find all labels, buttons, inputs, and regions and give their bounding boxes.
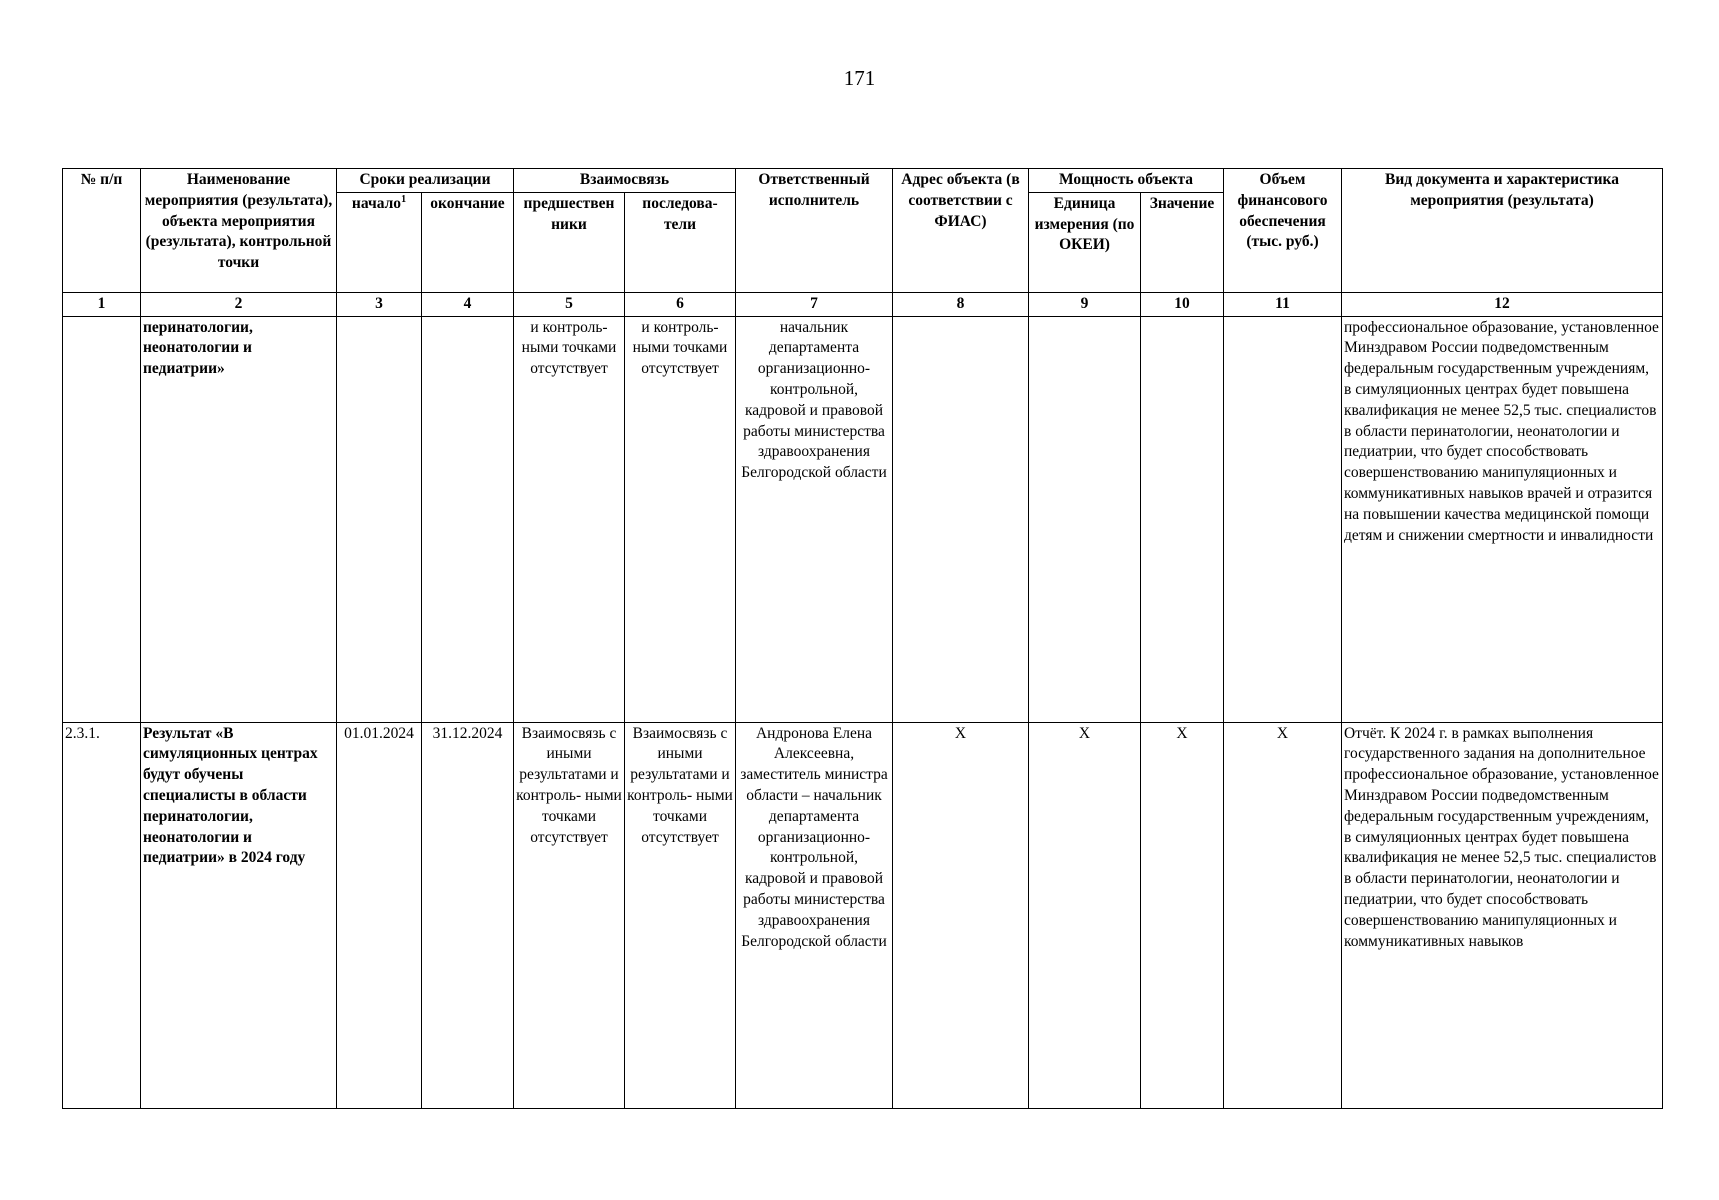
row-responsible: начальник департамента организационно- контрольной, кадровой и правовой работы министерства здравоохранения Белгородской области [736, 316, 893, 722]
header-predecessors: предшествен ники [514, 192, 625, 292]
column-number: 4 [422, 292, 514, 316]
column-number-row [63, 292, 1663, 316]
row-value [1141, 316, 1224, 722]
column-number: 1 [63, 292, 141, 316]
header-row-1 [63, 169, 1663, 193]
row-end: 31.12.2024 [422, 722, 514, 1108]
header-doc: Вид документа и характеристика мероприятия (результата) [1342, 169, 1663, 293]
header-start: начало [351, 194, 402, 212]
row-no: 2.3.1. [63, 722, 141, 1108]
row-predecessors: и контроль- ными точками отсутствует [514, 316, 625, 722]
row-value: Х [1141, 722, 1224, 1108]
column-number: 5 [514, 292, 625, 316]
header-value: Значение [1141, 192, 1224, 292]
header-no: № п/п [63, 169, 141, 293]
column-number: 12 [1342, 292, 1663, 316]
header-end: окончание [422, 192, 514, 292]
row-finance: Х [1224, 722, 1342, 1108]
row-predecessors: Взаимосвязь с иными результатами и контроль- ными точками отсутствует [514, 722, 625, 1108]
header-address: Адрес объекта (в соответствии с ФИАС) [893, 169, 1029, 293]
activities-table [62, 168, 1663, 1109]
header-terms: Сроки реализации [337, 169, 514, 193]
column-number: 3 [337, 292, 422, 316]
row-unit: Х [1029, 722, 1141, 1108]
row-start: 01.01.2024 [337, 722, 422, 1108]
column-number: 6 [625, 292, 736, 316]
header-start-footnote: 1 [401, 193, 407, 205]
column-number: 11 [1224, 292, 1342, 316]
row-address: Х [893, 722, 1029, 1108]
header-capacity: Мощность объекта [1029, 169, 1224, 193]
row-doc: профессиональное образование, установленное Минздравом России подведомственным федеральным государственным учреждениям, в симуляционных центрах будет повышена квалификация не менее 52,5 тыс. специалистов в области перинатологии, неонатологии и педиатрии, что будет способствовать совершенствованию манипуляционных и коммуникативных навыков врачей и отразится на повышении качества медицинской помощи детям и снижении смертности и инвалидности [1342, 316, 1663, 722]
header-name: Наименование мероприятия (результата), объекта мероприятия (результата), контрольной точки [141, 169, 337, 293]
page-number: 171 [843, 66, 876, 90]
column-number: 2 [141, 292, 337, 316]
row-end [422, 316, 514, 722]
column-number: 10 [1141, 292, 1224, 316]
row-start [337, 316, 422, 722]
column-number: 9 [1029, 292, 1141, 316]
row-name: перинатологии, неонатологии и педиатрии» [141, 316, 337, 722]
header-responsible: Ответственный исполнитель [736, 169, 893, 293]
header-finance: Объем финансового обеспечения (тыс. руб.) [1224, 169, 1342, 293]
row-responsible: Андронова Елена Алексеевна, заместитель министра области – начальник департамента организационно- контрольной, кадровой и правовой работы министерства здравоохранения Белгородской области [736, 722, 893, 1108]
header-unit: Единица измерения (по ОКЕИ) [1029, 192, 1141, 292]
row-successors: Взаимосвязь с иными результатами и контроль- ными точками отсутствует [625, 722, 736, 1108]
table-row [63, 722, 1663, 1108]
row-successors: и контроль- ными точками отсутствует [625, 316, 736, 722]
row-no [63, 316, 141, 722]
table-row [63, 316, 1663, 722]
column-number: 7 [736, 292, 893, 316]
header-successors: последова- тели [625, 192, 736, 292]
row-unit [1029, 316, 1141, 722]
column-number: 8 [893, 292, 1029, 316]
row-name: Результат «В симуляционных центрах будут обучены специалисты в области перинатологии, неонатологии и педиатрии» в 2024 году [141, 722, 337, 1108]
row-finance [1224, 316, 1342, 722]
header-link: Взаимосвязь [514, 169, 736, 193]
row-doc: Отчёт. К 2024 г. в рамках выполнения государственного задания на дополнительное профессиональное образование, установленное Минздравом России подведомственным федеральным государственным учреждениям, в симуляционных центрах будет повышена квалификация не менее 52,5 тыс. специалистов в области перинатологии, неонатологии и педиатрии, что будет способствовать совершенствованию манипуляционных и коммуникативных навыков [1342, 722, 1663, 1108]
row-address [893, 316, 1029, 722]
header-start-cell [337, 192, 422, 292]
